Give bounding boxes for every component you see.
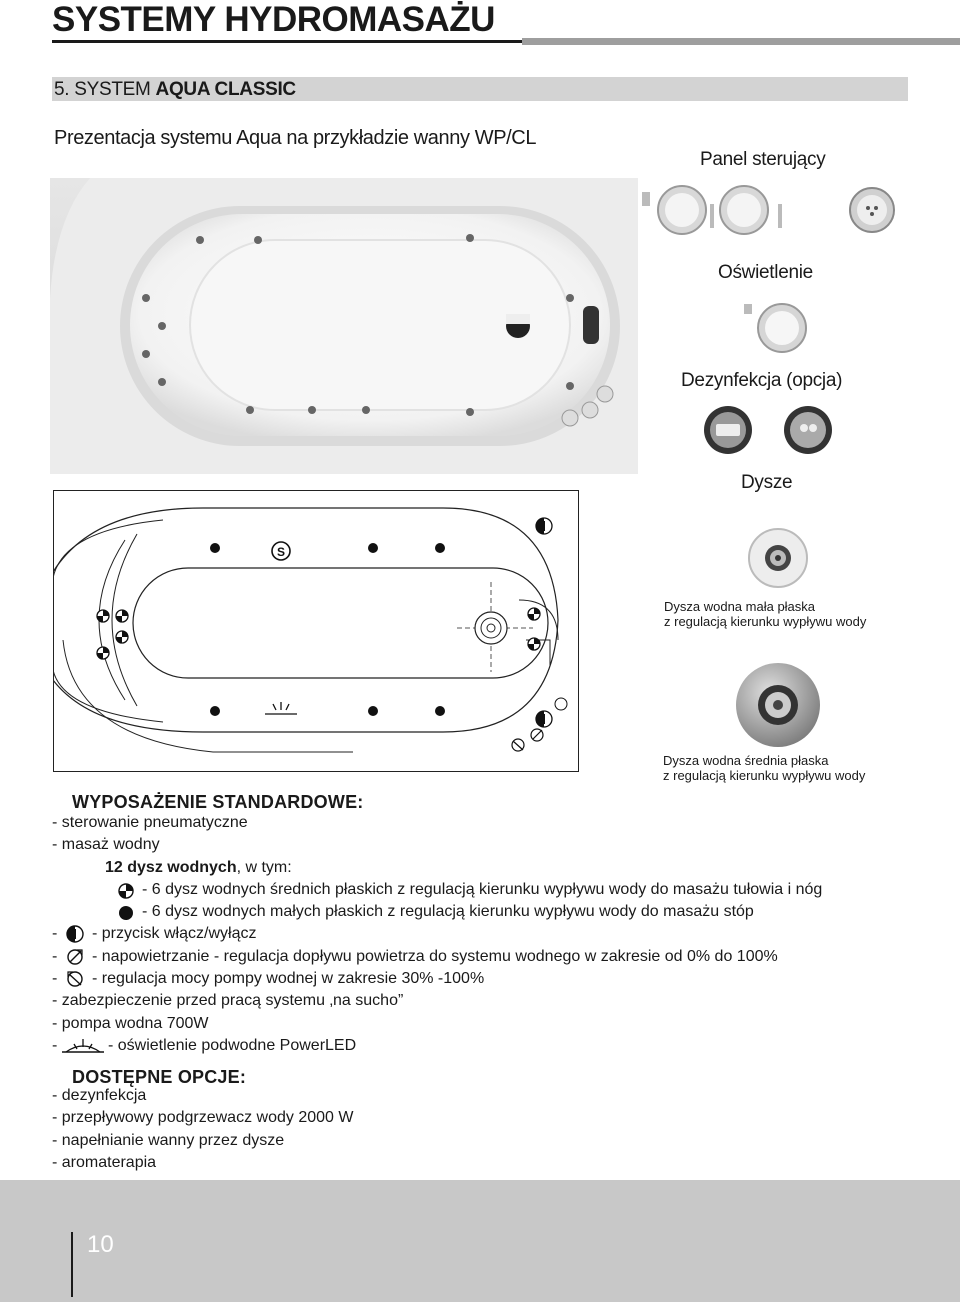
list-item: - zabezpieczenie przed pracą systemu ‚na sucho” xyxy=(52,992,404,1010)
bathtub-photo xyxy=(50,178,638,474)
list-item: - 6 dysz wodnych małych płaskich z regulacją kierunku wypływu wody do masażu stóp xyxy=(52,901,932,923)
underwater-light-icon xyxy=(60,1036,106,1056)
diagram-aeration-icon xyxy=(512,729,543,751)
small-nozzle-label-1: Dysza wodna mała płaska xyxy=(664,599,816,614)
small-nozzle-photo xyxy=(745,527,811,589)
footer xyxy=(0,1180,960,1302)
options-list xyxy=(52,1085,652,1174)
control-panel-photo xyxy=(640,182,900,238)
pump-power-icon xyxy=(66,970,84,988)
diagram-s-label: S xyxy=(276,545,286,559)
medium-nozzle-label-2: z regulacją kierunku wypływu wody xyxy=(663,768,866,783)
subtitle: Prezentacja systemu Aqua na przykładzie wanny WP/CL xyxy=(54,127,537,149)
list-item: - aromaterapia xyxy=(52,1153,157,1171)
list-dash: - xyxy=(52,970,58,988)
list-item: 12 dysz wodnych, w tym: xyxy=(105,858,292,876)
medium-nozzle-icon xyxy=(118,883,134,899)
section-name: AQUA CLASSIC xyxy=(155,79,296,100)
medium-nozzle-label-1: Dysza wodna średnia płaska xyxy=(663,753,829,768)
list-dash: - xyxy=(52,925,58,943)
nozzles-label: Dysze xyxy=(741,472,793,493)
section-heading xyxy=(54,79,296,101)
list-item: - 6 dysz wodnych średnich płaskich z regulacją kierunku wypływu wody do masażu tułowia i nóg xyxy=(52,879,932,901)
disinfection-photo xyxy=(700,402,840,460)
list-item: - dezynfekcja xyxy=(52,1087,147,1104)
bathtub-diagram xyxy=(53,490,580,774)
list-item: - przepływowy podgrzewacz wody 2000 W xyxy=(52,1109,354,1127)
small-nozzle-icon xyxy=(118,905,134,921)
list-item: - - regulacja mocy pompy wodnej w zakresie 30% -100% xyxy=(52,968,932,990)
diagram-medium-nozzle-icons xyxy=(97,608,540,659)
title-underline xyxy=(52,40,522,43)
list-dash: - xyxy=(52,947,58,965)
list-item: - - przycisk włącz/wyłącz xyxy=(52,923,932,945)
on-off-button-icon xyxy=(66,925,84,943)
page-title: SYSTEMY HYDROMASAŻU xyxy=(52,0,495,39)
small-nozzle-label-2: z regulacją kierunku wypływu wody xyxy=(664,614,867,629)
list-dash: - xyxy=(52,1036,58,1054)
section-number: 5. SYSTEM xyxy=(54,79,156,100)
title-gray-bar xyxy=(522,38,960,45)
list-item: - - napowietrzanie - regulacja dopływu powietrza do systemu wodnego w zakresie od 0% do 100% xyxy=(52,946,932,968)
options-heading: DOSTĘPNE OPCJE: xyxy=(72,1067,247,1087)
medium-nozzle-photo xyxy=(733,661,823,749)
lighting-label: Oświetlenie xyxy=(718,262,813,283)
list-item: - masaż wodny xyxy=(52,836,160,854)
lighting-photo xyxy=(740,298,810,356)
list-item: - sterowanie pneumatyczne xyxy=(52,814,248,831)
disinfection-label: Dezynfekcja (opcja) xyxy=(681,370,843,391)
aeration-icon xyxy=(66,948,84,966)
panel-label: Panel sterujący xyxy=(700,149,826,170)
standard-equipment-list xyxy=(52,812,932,1057)
standard-equipment-heading: WYPOSAŻENIE STANDARDOWE: xyxy=(72,792,364,812)
footer-divider xyxy=(71,1232,73,1297)
list-item: - - oświetlenie podwodne PowerLED xyxy=(52,1035,932,1057)
list-item: - napełnianie wanny przez dysze xyxy=(52,1131,285,1149)
list-item: - pompa wodna 700W xyxy=(52,1014,209,1032)
page-number: 10 xyxy=(87,1231,114,1258)
